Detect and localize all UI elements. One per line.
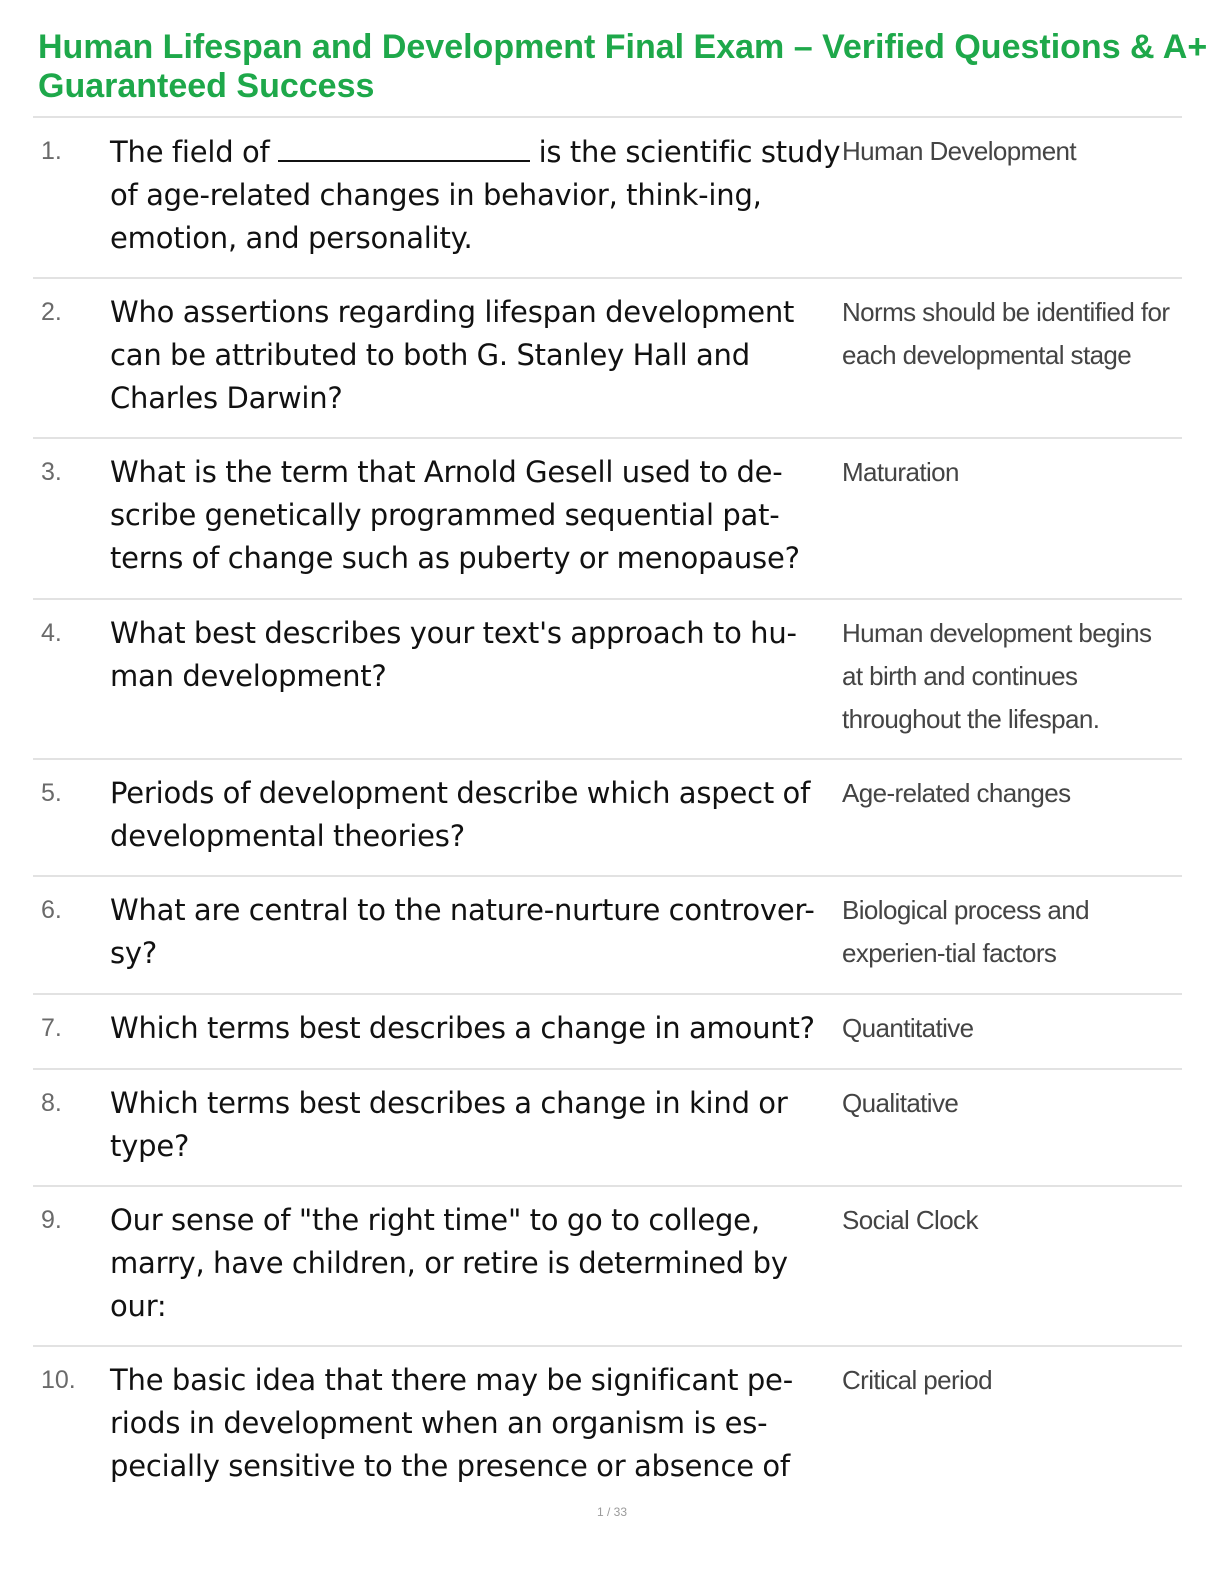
answer-text: Norms should be identified for each developmental stage [842,297,1170,370]
question-text: What are central to the nature-nurture controver-sy? [110,893,815,970]
qa-row-3 [33,439,1182,600]
question-number: 7. [41,1014,62,1042]
answer-text: Critical period [842,1365,992,1395]
question-number: 5. [41,779,62,807]
answer-text: Social Clock [842,1205,978,1235]
question-text-before-blank: The field of [110,135,270,169]
question-text: What is the term that Arnold Gesell used to de-scribe genetically programmed sequential pat-terns of change such as puberty or menopause? [110,455,800,575]
qa-row-10 [33,1347,1182,1497]
question-text-after-blank: is the scientific study of age-related changes in behavior, think-ing, emotion, and personality. [110,135,841,255]
question-text: What best describes your text's approach to hu-man development? [110,616,797,693]
fill-in-blank [278,130,530,162]
question-text: Our sense of "the right time" to go to college, marry, have children, or retire is determined by our: [110,1203,788,1323]
answer-text: Age-related changes [842,778,1071,808]
question-number: 9. [41,1206,62,1234]
qa-row-2 [33,279,1182,439]
question-number: 3. [41,458,62,486]
document-title: Human Lifespan and Development Final Exam – Verified Questions & A+ Guaranteed Success [38,28,1208,105]
answer-text: Human development begins at birth and continues throughout the lifespan. [842,618,1152,734]
answer-text: Biological process and experien-tial factors [842,895,1089,968]
qa-row-6 [33,877,1182,995]
page-indicator: 1 / 33 [596,1505,628,1519]
answer-text: Qualitative [842,1088,959,1118]
question-text: The basic idea that there may be significant pe-riods in development when an organism is es-pecially sensitive to the presence or absence of [110,1363,793,1483]
question-text: Who assertions regarding lifespan development can be attributed to both G. Stanley Hall and Charles Darwin? [110,295,795,415]
qa-row-5 [33,760,1182,877]
question-number: 2. [41,298,62,326]
question-number: 6. [41,896,62,924]
qa-list [33,116,1182,1497]
answer-text: Human Development [842,136,1077,166]
question-text [110,130,842,260]
answer-text: Quantitative [842,1013,974,1043]
question-number: 1. [41,137,62,165]
question-text: Periods of development describe which aspect of developmental theories? [110,776,811,853]
question-number: 4. [41,619,62,647]
question-text: Which terms best describes a change in kind or type? [110,1086,788,1163]
question-number: 10. [41,1366,76,1394]
qa-row-1 [33,118,1182,279]
qa-row-8 [33,1070,1182,1187]
question-text: Which terms best describes a change in amount? [110,1011,815,1045]
qa-row-9 [33,1187,1182,1347]
qa-row-4 [33,600,1182,760]
answer-text: Maturation [842,457,959,487]
qa-row-7 [33,995,1182,1070]
question-number: 8. [41,1089,62,1117]
